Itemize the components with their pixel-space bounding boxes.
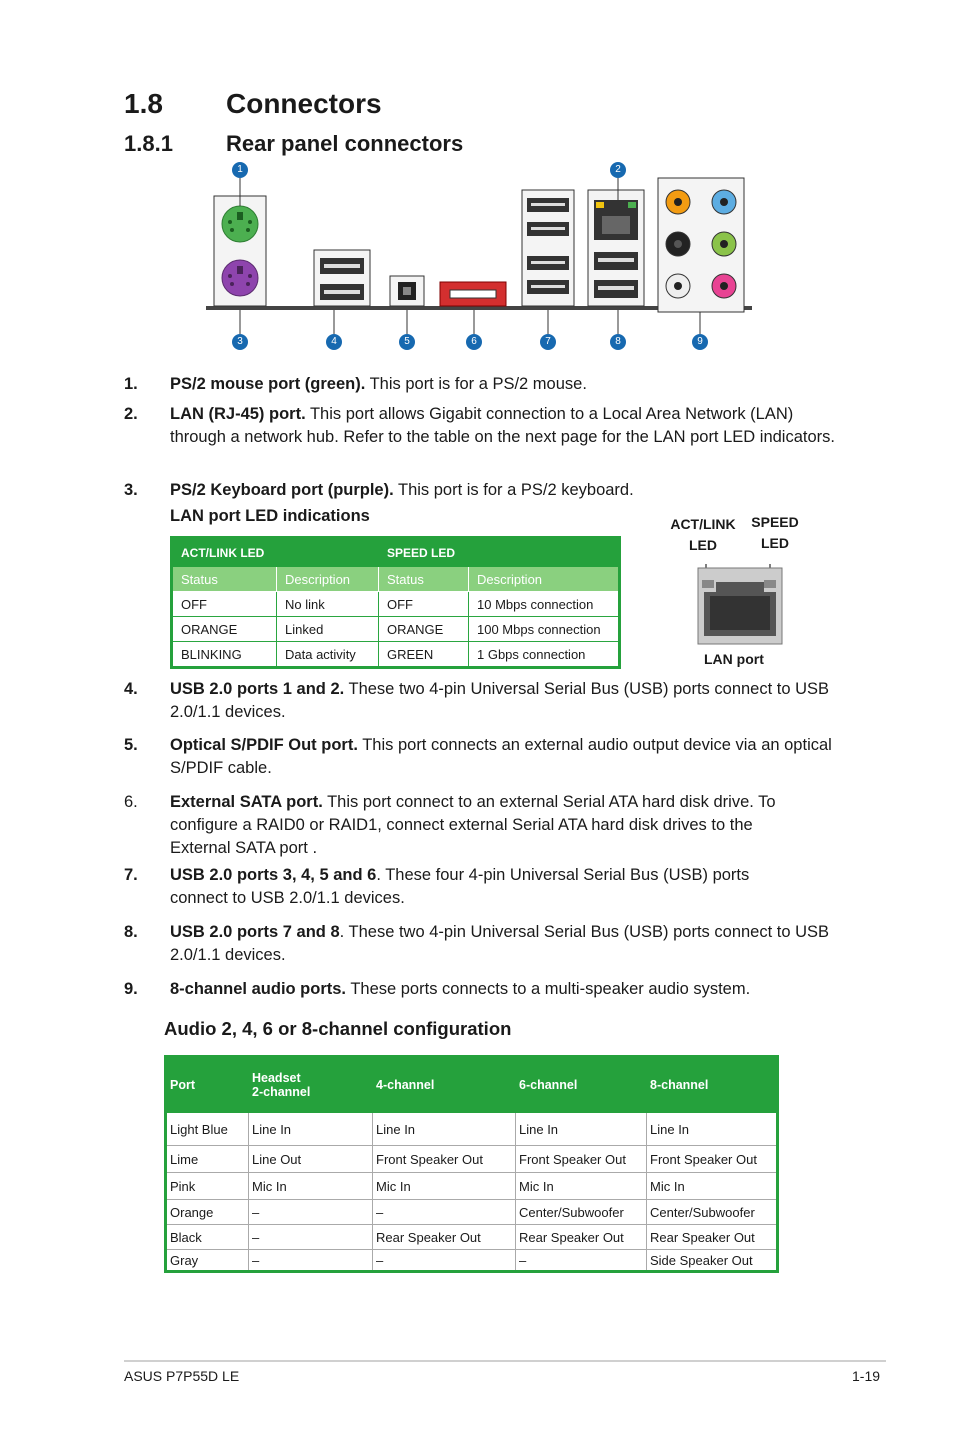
item-number: 5. xyxy=(124,736,138,754)
callout-7: 7 xyxy=(540,334,556,350)
item-text: This port is for a PS/2 keyboard. xyxy=(393,481,634,499)
table-cell: Mic In xyxy=(647,1173,778,1200)
table-cell: 1 Gbps connection xyxy=(469,642,620,668)
item-text: This port is for a PS/2 mouse. xyxy=(365,375,587,393)
col-header: Description xyxy=(469,567,620,592)
col-header-headset: Headset 2-channel xyxy=(249,1057,373,1113)
col-header: Port xyxy=(166,1057,249,1113)
callout-6: 6 xyxy=(466,334,482,350)
table-row xyxy=(166,1113,778,1146)
table-row xyxy=(172,642,620,668)
col-header: 6-channel xyxy=(516,1057,647,1113)
item-heading: PS/2 mouse port (green). xyxy=(170,375,366,393)
table-cell: – xyxy=(249,1250,373,1272)
table-cell: Front Speaker Out xyxy=(373,1146,516,1173)
item-heading: LAN (RJ-45) port. xyxy=(170,405,306,423)
act-link-header: ACT/LINK LED xyxy=(172,538,379,567)
lan-led-title: LAN port LED indications xyxy=(170,507,370,525)
item-heading: USB 2.0 ports 7 and 8 xyxy=(170,923,340,941)
item-text: This port allows Gigabit connection to a Local Area Network (LAN) through a network hub. Refer to the table on the next page for the LAN port LED indicators. xyxy=(170,405,835,446)
table-cell: Rear Speaker Out xyxy=(373,1225,516,1250)
lan-port-caption: LAN port xyxy=(704,651,764,667)
item-number: 8. xyxy=(124,923,138,941)
item-number: 1. xyxy=(124,375,138,393)
audio-config-table xyxy=(164,1055,779,1273)
callout-8: 8 xyxy=(610,334,626,350)
speed-label: SPEED LED xyxy=(751,514,799,551)
table-cell: Line In xyxy=(373,1113,516,1146)
table-cell: Line In xyxy=(249,1113,373,1146)
table-cell: – xyxy=(249,1200,373,1225)
item-number: 7. xyxy=(124,866,138,884)
item-text: This port connects an external audio output device via an optical S/PDIF cable. xyxy=(170,736,832,777)
col-header: Status xyxy=(379,567,469,592)
table-cell: Gray xyxy=(166,1250,249,1272)
table-cell: Line Out xyxy=(249,1146,373,1173)
table-cell: Mic In xyxy=(373,1173,516,1200)
ps2-mouse-port xyxy=(222,206,258,242)
callout-4: 4 xyxy=(326,334,342,350)
rear-panel-diagram xyxy=(200,160,760,360)
table-cell: Rear Speaker Out xyxy=(647,1225,778,1250)
audio-config-title: Audio 2, 4, 6 or 8-channel configuration xyxy=(164,1018,512,1039)
table-row xyxy=(166,1173,778,1200)
item-heading: USB 2.0 ports 3, 4, 5 and 6 xyxy=(170,866,377,884)
section-title: Connectors xyxy=(226,88,382,119)
item-text: This port connect to an external Serial ATA hard disk drive. To configure a RAID0 or RAID1, connect external Serial ATA hard disk drives to the External SATA port . xyxy=(170,793,776,857)
lan-led-table xyxy=(170,536,621,669)
footer-page-number: 1-19 xyxy=(852,1368,881,1384)
table-cell: Mic In xyxy=(516,1173,647,1200)
lan-port-icon xyxy=(696,564,786,646)
callout-2: 2 xyxy=(610,162,626,178)
callout-5: 5 xyxy=(399,334,415,350)
item-heading: External SATA port. xyxy=(170,793,323,811)
table-row xyxy=(166,1225,778,1250)
table-cell: Pink xyxy=(166,1173,249,1200)
table-cell: Center/Subwoofer xyxy=(516,1200,647,1225)
item-text: . These two 4-pin Universal Serial Bus (USB) ports connect to USB 2.0/1.1 devices. xyxy=(170,923,830,964)
rear-panel-illustration xyxy=(200,160,760,360)
footer-product: ASUS P7P55D LE xyxy=(124,1368,240,1384)
table-cell: Data activity xyxy=(277,642,379,668)
col-header: 8-channel xyxy=(647,1057,778,1113)
table-cell: – xyxy=(249,1225,373,1250)
table-cell: Lime xyxy=(166,1146,249,1173)
item-number: 2. xyxy=(124,405,138,423)
callout-3: 3 xyxy=(232,334,248,350)
table-cell: No link xyxy=(277,592,379,617)
table-row xyxy=(166,1200,778,1225)
table-cell: Front Speaker Out xyxy=(647,1146,778,1173)
section-number: 1.8 xyxy=(124,88,163,119)
lan-port-figure xyxy=(660,512,810,672)
table-cell: Linked xyxy=(277,617,379,642)
col-header: Description xyxy=(277,567,379,592)
act-link-label: ACT/LINK LED xyxy=(670,516,736,553)
subsection-title: Rear panel connectors xyxy=(226,131,464,156)
table-cell: OFF xyxy=(172,592,277,617)
col-header: Status xyxy=(172,567,277,592)
ps2-keyboard-port xyxy=(222,260,258,296)
item-text: These two 4-pin Universal Serial Bus (USB) ports connect to USB 2.0/1.1 devices. xyxy=(170,680,830,721)
item-text: . These four 4-pin Universal Serial Bus (USB) ports connect to USB 2.0/1.1 devices. xyxy=(170,866,750,907)
table-cell: 10 Mbps connection xyxy=(469,592,620,617)
table-cell: Side Speaker Out xyxy=(647,1250,778,1272)
item-heading: USB 2.0 ports 1 and 2. xyxy=(170,680,345,698)
item-number: 3. xyxy=(124,481,138,499)
table-cell: – xyxy=(373,1200,516,1225)
item-number: 9. xyxy=(124,980,138,998)
col-header: 4-channel xyxy=(373,1057,516,1113)
item-heading: Optical S/PDIF Out port. xyxy=(170,736,358,754)
table-cell: Front Speaker Out xyxy=(516,1146,647,1173)
item-number: 6. xyxy=(124,793,138,811)
table-cell: BLINKING xyxy=(172,642,277,668)
table-cell: Light Blue xyxy=(166,1113,249,1146)
item-heading: PS/2 Keyboard port (purple). xyxy=(170,481,394,499)
subsection-number: 1.8.1 xyxy=(124,131,173,156)
callout-9: 9 xyxy=(692,334,708,350)
table-cell: Black xyxy=(166,1225,249,1250)
speed-header: SPEED LED xyxy=(379,538,620,567)
item-heading: 8-channel audio ports. xyxy=(170,980,347,998)
table-row xyxy=(172,592,620,617)
item-text: These ports connects to a multi-speaker audio system. xyxy=(346,980,751,998)
table-cell: – xyxy=(373,1250,516,1272)
table-cell: Line In xyxy=(516,1113,647,1146)
table-cell: – xyxy=(516,1250,647,1272)
table-row xyxy=(172,617,620,642)
table-cell: Mic In xyxy=(249,1173,373,1200)
table-cell: 100 Mbps connection xyxy=(469,617,620,642)
table-cell: Orange xyxy=(166,1200,249,1225)
table-cell: Line In xyxy=(647,1113,778,1146)
table-cell: OFF xyxy=(379,592,469,617)
table-cell: Center/Subwoofer xyxy=(647,1200,778,1225)
table-cell: GREEN xyxy=(379,642,469,668)
table-row xyxy=(166,1250,778,1272)
callout-1: 1 xyxy=(232,162,248,178)
footer-divider xyxy=(124,1360,886,1362)
table-cell: Rear Speaker Out xyxy=(516,1225,647,1250)
item-number: 4. xyxy=(124,680,138,698)
table-cell: ORANGE xyxy=(172,617,277,642)
table-row xyxy=(166,1146,778,1173)
table-cell: ORANGE xyxy=(379,617,469,642)
